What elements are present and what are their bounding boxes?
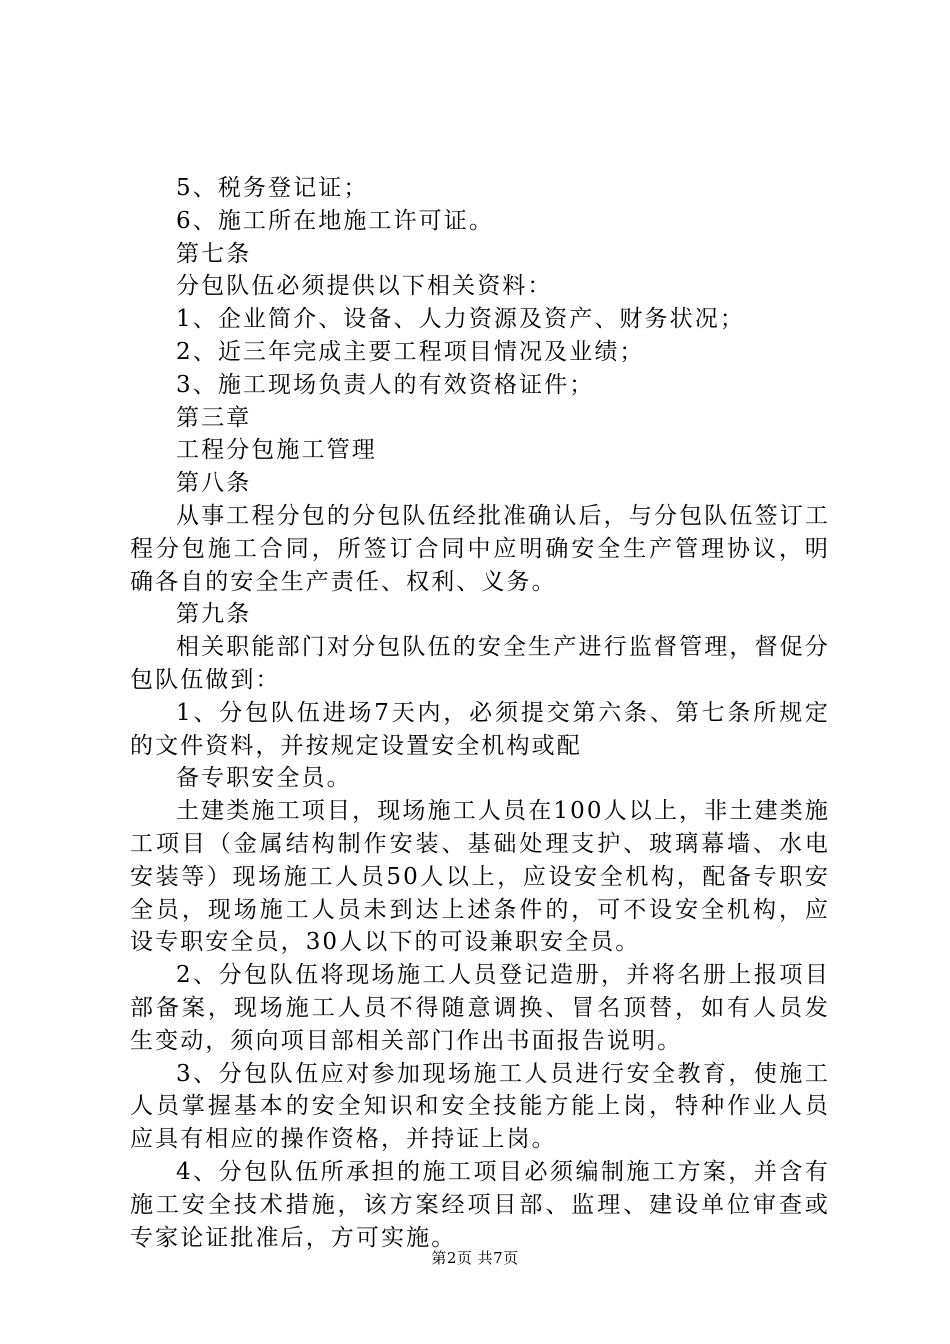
paragraph-list-item-1: 1、企业简介、设备、人力资源及资产、财务状况； <box>176 306 745 333</box>
paragraph-article-9-item-1: 1、分包队伍进场7天内，必须提交第六条、第七条所规定的文件资料，并按规定设置安全机构或配 <box>130 699 830 759</box>
paragraph-list-item-3: 3、施工现场负责人的有效资格证件； <box>176 371 595 398</box>
paragraph-safety-staffing: 土建类施工项目，现场施工人员在100人以上，非土建类施工项目（金属结构制作安装、基础处理支护、玻璃幕墙、水电安装等）现场施工人员50人以上，应设安全机构，配备专职安全员，现场施工人员未到达上述条件的，可不设安全机构，应设专职安全员，30人以下的可设兼职安全员。 <box>130 798 830 956</box>
chapter-heading-3: 第三章 <box>176 404 252 431</box>
paragraph-article-9-item-1-cont: 备专职安全员。 <box>176 765 352 792</box>
paragraph-article-8-body: 从事工程分包的分包队伍经批准确认后，与分包队伍签订工程分包施工合同，所签订合同中应明确安全生产管理协议，明确各自的安全生产责任、权利、义务。 <box>130 502 830 595</box>
paragraph-article-9-item-3: 3、分包队伍应对参加现场施工人员进行安全教育，使施工人员掌握基本的安全知识和安全技能方能上岗，特种作业人员应具有相应的操作资格，并持证上岗。 <box>130 1060 830 1153</box>
paragraph-item-6: 6、施工所在地施工许可证。 <box>176 207 494 234</box>
page-number-footer: 第2页 共7页 <box>431 1249 519 1267</box>
paragraph-intro-article-7: 分包队伍必须提供以下相关资料： <box>176 273 553 300</box>
paragraph-article-9-item-4: 4、分包队伍所承担的施工项目必须编制施工方案，并含有施工安全技术措施，该方案经项目部、监理、建设单位审查或专家论证批准后，方可实施。 <box>130 1158 830 1251</box>
paragraph-list-item-2: 2、近三年完成主要工程项目情况及业绩； <box>176 338 645 365</box>
chapter-title: 工程分包施工管理 <box>176 437 377 464</box>
article-heading-9: 第九条 <box>176 601 252 628</box>
paragraph-item-5: 5、税务登记证； <box>176 175 369 201</box>
paragraph-article-9-intro: 相关职能部门对分包队伍的安全生产进行监督管理，督促分包队伍做到： <box>130 634 830 693</box>
document-body <box>130 172 830 1254</box>
paragraph-article-9-item-2: 2、分包队伍将现场施工人员登记造册，并将名册上报项目部备案，现场施工人员不得随意调换、冒名顶替，如有人员发生变动，须向项目部相关部门作出书面报告说明。 <box>130 962 830 1054</box>
article-heading-8: 第八条 <box>176 470 252 497</box>
article-heading-7: 第七条 <box>176 240 252 267</box>
